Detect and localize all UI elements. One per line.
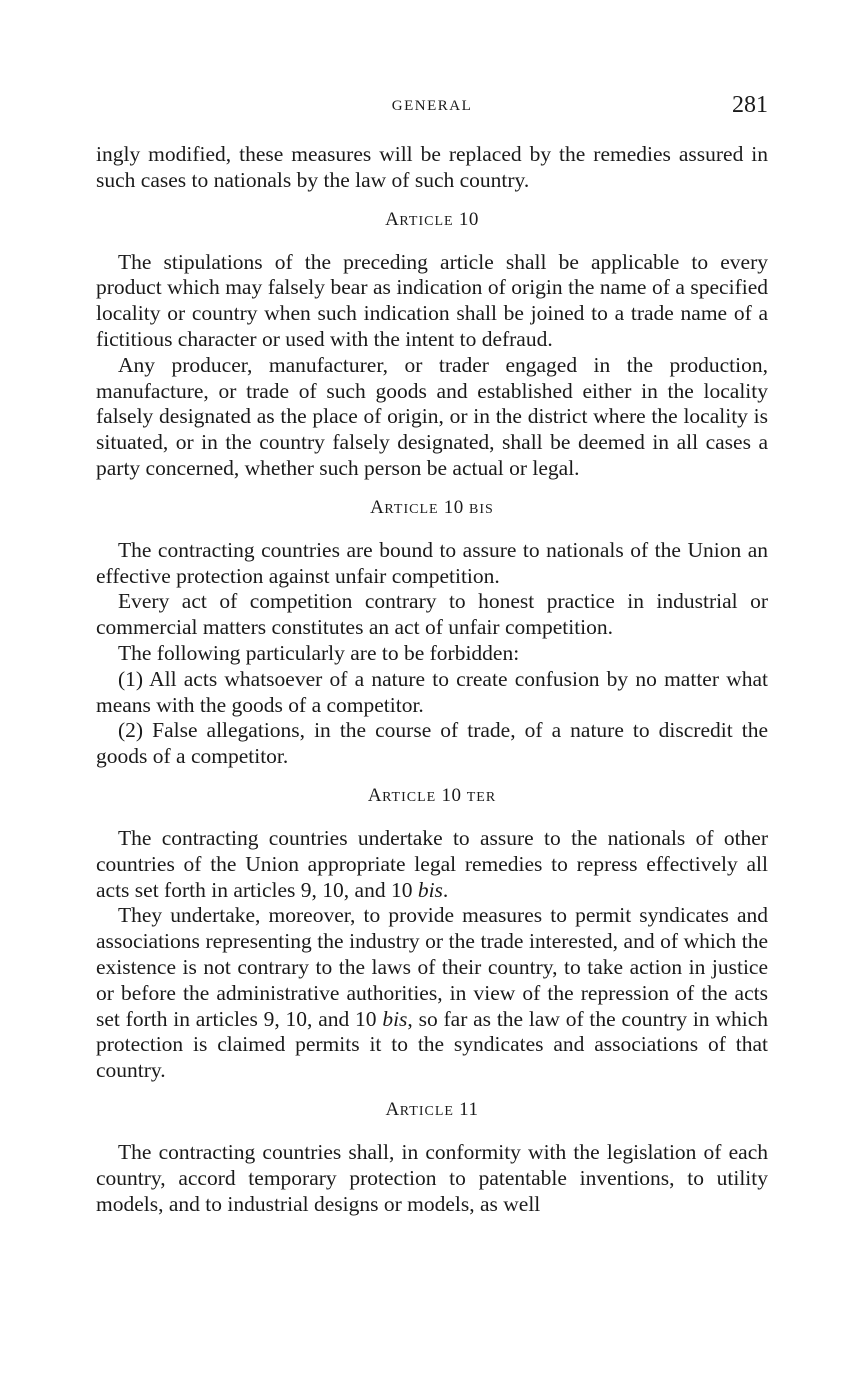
article-10-bis-paragraph-4: (1) All acts whatsoever of a nature to create confusion by no matter what means with the goods of a competitor. xyxy=(96,666,768,717)
heading-number: 10 xyxy=(443,496,464,518)
heading-word: RTICLE xyxy=(384,501,439,517)
article-10-bis-heading xyxy=(96,496,768,522)
article-10-heading xyxy=(96,208,768,234)
bis-italic: bis xyxy=(417,877,443,902)
article-10-ter-paragraph-2 xyxy=(96,903,768,1084)
bis-italic: bis xyxy=(382,1006,408,1031)
article-10-ter-paragraph-1 xyxy=(96,826,768,903)
article-11-heading xyxy=(96,1098,768,1124)
paragraph-text: The contracting countries undertake to assure to the nationals of other countries of the Union appropriate legal remedies to repress effectively all acts set forth in articles 9, 10, and 10 xyxy=(96,825,768,902)
heading-word: RTICLE xyxy=(382,789,437,805)
paragraph-end: , so far as the law of the country in which protection is claimed permits it to the syndicates and associations of that country. xyxy=(96,1006,768,1083)
heading-initial: A xyxy=(385,208,400,230)
article-10-paragraph-2: Any producer, manufacturer, or trader engaged in the production, manufacture, or trade of such goods and established either in the locality falsely designated as the place of origin, or in the district where the locality is situated, or in the country falsely designated, shall be deemed in all cases a party concerned, whether such person be actual or legal. xyxy=(96,352,768,480)
running-title: GENERAL xyxy=(391,98,473,114)
article-10-bis-paragraph-5: (2) False allegations, in the course of trade, of a nature to discredit the goods of a competitor. xyxy=(96,718,768,769)
article-10-ter-heading xyxy=(96,784,768,810)
body-text xyxy=(96,142,768,1217)
article-10-paragraph-1: The stipulations of the preceding article shall be applicable to every product which may falsely bear as indication of origin the name of a specified locality or country when such indication shall be joined to a trade name of a fictitious character or used with the intent to defraud. xyxy=(96,249,768,351)
page-number: 281 xyxy=(732,92,768,118)
article-10-bis-paragraph-2: Every act of competition contrary to honest practice in industrial or commercial matters constitutes an act of unfair competition. xyxy=(96,589,768,640)
continuation-paragraph: ingly modified, these measures will be replaced by the remedies assured in such cases to nationals by the law of such country. xyxy=(96,142,768,192)
paragraph-text: They undertake, moreover, to provide measures to permit syndicates and associations representing the industry or the trade interested, and of which the existence is not contrary to the laws of their country, to take action in justice or before the administrative authorities, in view of the repression of the acts set forth in articles 9, 10, and 10 xyxy=(96,903,768,1031)
heading-word: RTICLE xyxy=(399,1103,454,1119)
article-10-bis-paragraph-1: The contracting countries are bound to assure to nationals of the Union an effective protection against unfair competition. xyxy=(96,537,768,588)
heading-suffix: TER xyxy=(466,789,497,805)
heading-number: 10 xyxy=(441,784,462,806)
heading-initial: A xyxy=(370,496,385,518)
article-11-paragraph-1: The contracting countries shall, in conformity with the legislation of each country, accord temporary protection to patentable inventions, to utility models, and to industrial designs or models, as well xyxy=(96,1139,768,1216)
heading-suffix: BIS xyxy=(469,501,494,517)
heading-number: 10 xyxy=(458,208,479,230)
heading-initial: A xyxy=(385,1098,400,1120)
running-header xyxy=(96,92,768,126)
article-10-bis-paragraph-3: The following particularly are to be forbidden: xyxy=(118,640,520,665)
paragraph-end: . xyxy=(442,877,449,902)
heading-number: 11 xyxy=(459,1098,479,1120)
heading-initial: A xyxy=(367,784,383,806)
heading-word: RTICLE xyxy=(399,213,454,229)
